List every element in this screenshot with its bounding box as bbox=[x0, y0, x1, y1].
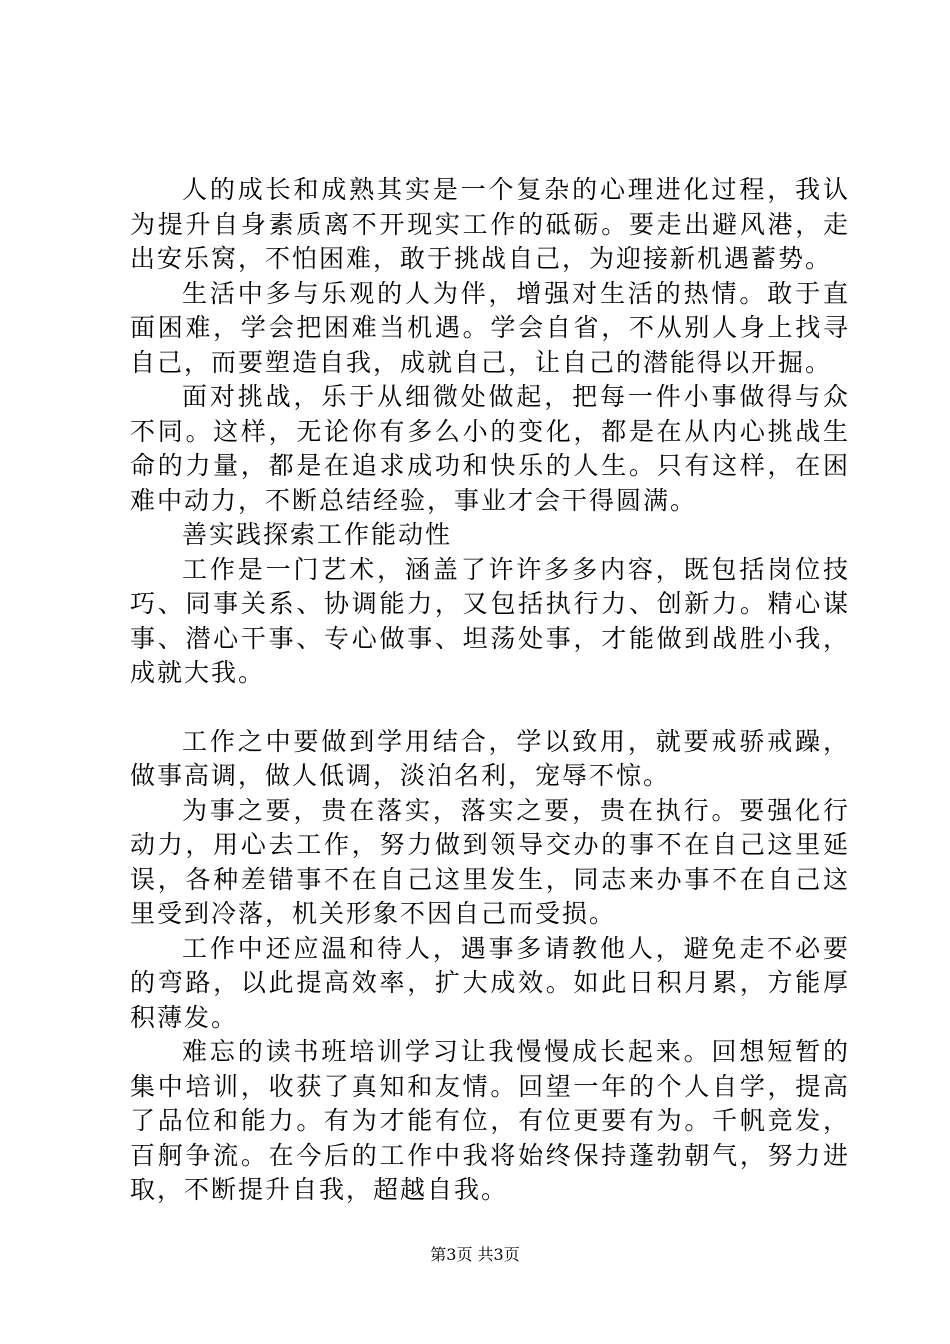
document-body bbox=[130, 173, 850, 1208]
paragraph: 为事之要，贵在落实，落实之要，贵在执行。要强化行动力，用心去工作，努力做到领导交办的事不在自己这里延误，各种差错事不在自己这里发生，同志来办事不在自己这里受到冷落，机关形象不因自己而受损。 bbox=[130, 795, 850, 928]
paragraph: 难忘的读书班培训学习让我慢慢成长起来。回想短暂的集中培训，收获了真知和友情。回望一年的个人自学，提高了品位和能力。有为才能有位，有位更要有为。千帆竞发，百舸争流。在今后的工作中我将始终保持蓬勃朝气，努力进取，不断提升自我，超越自我。 bbox=[130, 1037, 850, 1204]
paragraph: 工作是一门艺术，涵盖了许许多多内容，既包括岗位技巧、同事关系、协调能力，又包括执行力、创新力。精心谋事、潜心干事、专心做事、坦荡处事，才能做到战胜小我，成就大我。 bbox=[130, 554, 850, 687]
paragraph: 人的成长和成熟其实是一个复杂的心理进化过程，我认为提升自身素质离不开现实工作的砥砺。要走出避风港，走出安乐窝，不怕困难，敢于挑战自己，为迎接新机遇蓄势。 bbox=[130, 175, 850, 273]
paragraph: 工作之中要做到学用结合，学以致用，就要戒骄戒躁，做事高调，做人低调，淡泊名利，宠辱不惊。 bbox=[130, 726, 850, 790]
paragraph: 面对挑战，乐于从细微处做起，把每一件小事做得与众不同。这样，无论你有多么小的变化，都是在从内心挑战生命的力量，都是在追求成功和快乐的人生。只有这样，在困难中动力，不断总结经验，事业才会干得圆满。 bbox=[130, 382, 850, 515]
paragraph: 生活中多与乐观的人为伴，增强对生活的热情。敢于直面困难，学会把困难当机遇。学会自省，不从别人身上找寻自己，而要塑造自我，成就自己，让自己的潜能得以开掘。 bbox=[130, 278, 850, 377]
paragraph: 工作中还应温和待人，遇事多请教他人，避免走不必要的弯路，以此提高效率，扩大成效。如此日积月累，方能厚积薄发。 bbox=[130, 933, 850, 1032]
section-heading: 善实践探索工作能动性 bbox=[182, 520, 453, 549]
page-footer: 第3页 共3页 bbox=[430, 1245, 520, 1264]
